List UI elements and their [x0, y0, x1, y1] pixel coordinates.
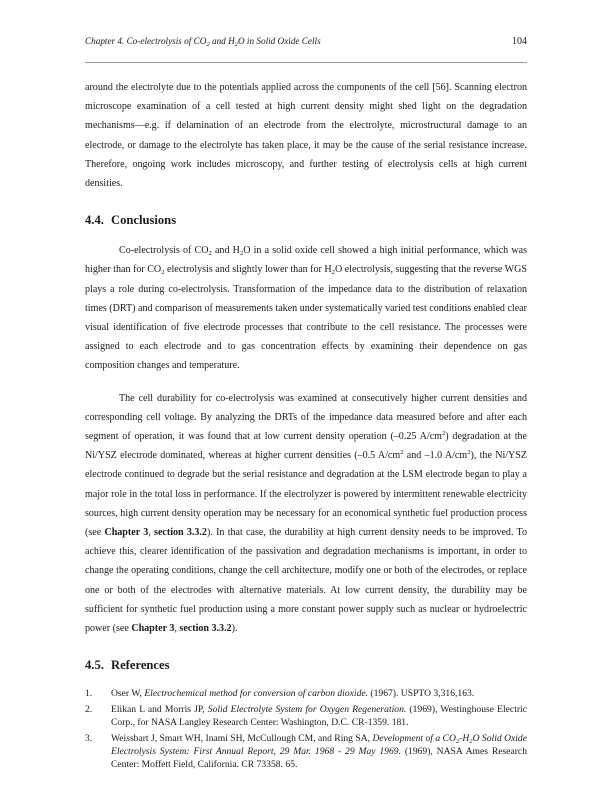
reference-item: 2. Elikan L and Morris JP, Solid Electrolyte System for Oxygen Regeneration. (1969), Westinghouse Electric Corp., for NASA Langley Research Center: Washington, D.C. CR-1359. 181.	[85, 704, 527, 729]
cross-reference: Chapter 3	[104, 527, 149, 539]
reference-item: 3. Weissbart J, Smart WH, Inami SH, McCullough CM, and Ring SA, Development of a $CO_2-H_2O$ Solid Oxide Electrolysis System: First Annual Report, 29 Mar. 1968 - 29 May 1969. (1969), NASA Ames Research Center: Moffett Field, California. CR 73358. 65.	[85, 733, 527, 771]
header-divider	[85, 62, 527, 63]
paragraph-gap	[85, 376, 527, 389]
section-heading-references	[85, 656, 527, 675]
cross-reference: section 3.3.2	[154, 527, 207, 539]
running-header-title: Chapter 4. Co-electrolysis of $CO_2$ and $H_2O$ in Solid Oxide Cells	[85, 36, 321, 48]
conclusions-paragraph-2: The cell durability for co-electrolysis was examined at consecutively higher current densities and corresponding cell voltage. By analyzing the DRTs of the impedance data measured before and after each segment of operation, it was found that at low current density operation (–0.25 $A/cm^2$) degradation at the Ni/YSZ electrode dominated, whereas at higher current densities (–0.5 $A/cm^2$ and –1.0 $A/cm^2$), the Ni/YSZ electrode continued to degrade but the serial resistance and degradation at the LSM electrode began to play a major role in the total loss in performance. If the electrolyzer is powered by intermittent renewable electricity sources, high current density operation may be necessary for an economical synthetic fuel production process (see Chapter 3, section 3.3.2). In that case, the durability at high current density needs to be improved. To achieve this, clearer identification of the passivation and degradation mechanisms is important, in order to change the operating conditions, change the cell architecture, modify one or both of the electrodes, or replace one or both of the electrodes with alternative materials. At low current density, the durability may be sufficient for synthetic fuel production using a more constant power supply such as nuclear or hydroelectric power (see Chapter 3, section 3.3.2).	[85, 392, 528, 635]
running-header	[85, 36, 527, 50]
section-heading-conclusions	[85, 211, 527, 230]
section-number: 4.5.	[85, 658, 104, 673]
section-title: Conclusions	[111, 213, 177, 228]
cross-reference: Chapter 3	[131, 623, 175, 635]
reference-title: Development of a $CO_2-H_2O$ Solid Oxide Electrolysis System: First Annual Report, 29 Mar. 1968 - 29 May 1969.	[111, 733, 527, 758]
page-number: 104	[512, 36, 527, 47]
section-title: References	[111, 658, 170, 673]
conclusions-paragraph-1: Co-electrolysis of $CO_2$ and $H_2O$ in a solid oxide cell showed a high initial performance, which was higher than for $CO_2$ electrolysis and slightly lower than for $H_2O$ electrolysis, suggesting that the reverse WGS plays a role during co-electrolysis. Transformation of the impedance data to the distribution of relaxation times (DRT) and comparison of measurements taken under systematically varied test conditions enabled clear visual identification of five electrode processes that contribute to the cell resistance. The processes were assigned to each electrode and to gas concentration effects by examining their dependence on gas composition changes and temperature.	[85, 245, 528, 372]
page-body	[85, 78, 527, 774]
reference-number: 1.	[85, 688, 93, 700]
section-number: 4.4.	[85, 213, 104, 228]
reference-title: Solid Electrolyte System for Oxygen Regeneration.	[207, 704, 407, 716]
reference-number: 3.	[85, 733, 93, 745]
reference-number: 2.	[85, 704, 93, 716]
reference-title: Electrochemical method for conversion of carbon dioxide.	[144, 688, 369, 700]
reference-item: 1. Oser W, Electrochemical method for conversion of carbon dioxide. (1967). USPTO 3,316,163.	[85, 688, 475, 700]
intro-paragraph: around the electrolyte due to the potentials applied across the components of the cell [56]. Scanning electron microscope examination of a cell tested at high current density might shed light on the degradation mechanisms—e.g. if delamination of an electrode from the electrolyte, microstructural damage to an electrode, or damage to the electrolyte has taken place, it may be the cause of the serial resistance increase. Therefore, ongoing work includes microscopy, and further testing of electrolysis cells at high current densities.	[85, 82, 527, 190]
reference-list	[85, 687, 527, 771]
cross-reference: section 3.3.2	[179, 623, 232, 635]
